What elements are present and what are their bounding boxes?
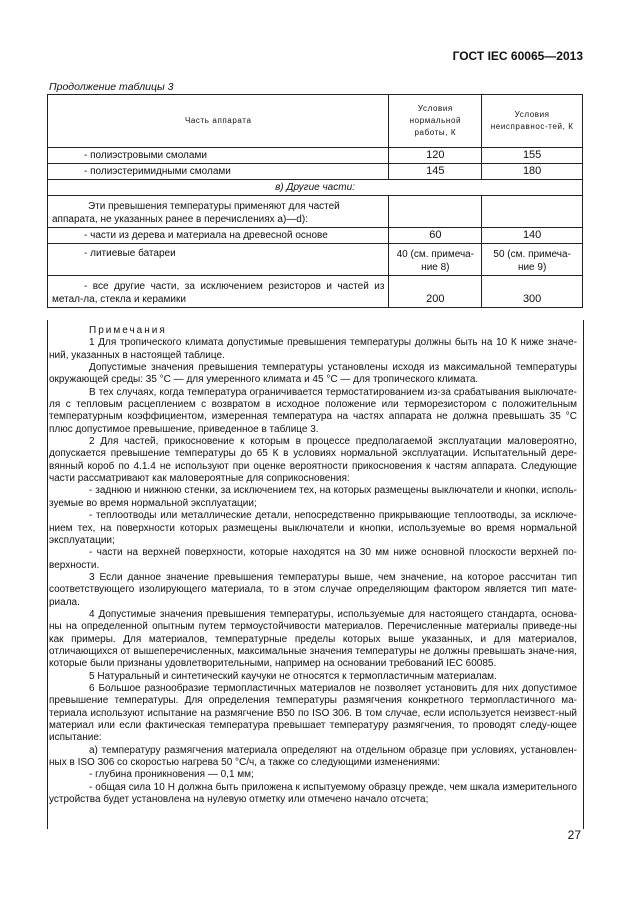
table-row [48,148,583,164]
row-fault-value: 180 [482,164,583,180]
table-header-row [48,95,583,148]
note-paragraph: - заднюю и нижнюю стенки, за исключением тех, на которых размещены выключатели и кнопки, исполь-зуемые во время нормальной эксплуатации; [49,485,577,509]
col-header-fault: Условия неисправнос-тей, К [482,95,583,148]
row-normal-value: 60 [389,228,482,244]
row-fault-value: 155 [482,148,583,164]
note-paragraph: В тех случаях, когда температура ограничивается термостатированием из-за срабатывания выключате-ля с тепловым расцеплением с возвратом в исходное положение или терморезистором с положительным температурным коэффициентом, измеренная температура на частях аппарата не должна превышать 35 °С плюс допустимое превышение, приведенное в таблице 3. [49,386,577,435]
note-paragraph: - теплоотводы или металлические детали, непосредственно прикрывающие теплоотводы, за исключе-нием тех, на поверхности которых размещены выключатели и кнопки, используемые во время нормальной эксплуатации; [49,510,577,546]
note-paragraph: 5 Натуральный и синтетический каучуки не относятся к термопластичным материалам. [89,670,497,682]
row-label: - литиевые батареи [48,244,389,276]
col-header-part: Часть аппарата [48,95,389,148]
section-title: в) Другие части: [48,180,583,196]
row-normal-value: 40 (см. примеча-ние 8) [389,244,482,276]
table-right-border [583,320,584,829]
row-label: - полиэстровыми смолами [48,148,389,164]
temperature-table [47,94,583,308]
note-paragraph: 2 Для частей, прикосновение к которым в процессе предполагаемой эксплуатации маловероятно, допускается превышение температуры до 65 К в условиях нормальной эксплуатации. Испытательный дере-вянный короб по 4.1.4 не используют при оценке вероятности прикосновения к частям аппарата. Следующие части рассматривают как маловероятные для соприкосновения: [49,436,577,485]
row-label: - все другие части, за исключением резисторов и частей из метал-ла, стекла и керамики [48,276,389,308]
table-row [48,276,583,308]
note-paragraph: - части на верхней поверхности, которые находятся на 30 мм ниже основной плоскости верхней по-верхности. [49,547,577,571]
row-fault-value: 140 [482,228,583,244]
row-fault-value: 50 (см. примеча-ние 9) [482,244,583,276]
row-normal-value: 200 [389,276,482,308]
table-row [48,244,583,276]
note-paragraph: а) температуру размягчения материала определяют на отдельном образце при условиях, установлен-ных в ISO 306 со скоростью нагрева 50 °С/ч, а также со следующими изменениями: [49,744,577,769]
row-normal-value: 120 [389,148,482,164]
table-row [48,228,583,244]
note-paragraph: - общая сила 10 Н должна быть приложена к испытуемому образцу прежде, чем шкала измерительного устройства будет установлена на нулевую отметку или отмечено начало отсчета; [49,781,577,806]
section-row [48,180,583,196]
note-paragraph: - глубина проникновения — 0,1 мм; [89,769,254,781]
section-intro: Эти превышения температуры применяют для частей аппарата, не указанных ранее в перечислениях а)—d): [48,196,389,228]
table-left-border [47,320,48,829]
note-paragraph: Допустимые значения превышения температуры установлены исходя из максимальной температуры окружающей среды: 35 °С — для умеренного климата и 45 °С — для тропического климата. [49,362,577,386]
row-normal-value: 145 [389,164,482,180]
table-row [48,164,583,180]
notes-block [49,325,577,806]
note-paragraph: 3 Если данное значение превышения температуры выше, чем значение, на которое рассчитан тип соответствующего изолирующего материала, то в этом случае определяющим фактором является тип мате-риала. [49,571,577,608]
note-paragraph: 1 Для тропического климата допустимые превышения температуры должны быть на 10 К ниже значе-ний, указанных в настоящей таблице. [49,337,577,361]
notes-heading: Примечания [89,325,167,336]
page-number: 27 [567,828,581,842]
table-continuation-label: Продолжение таблицы 3 [49,81,174,93]
intro-row [48,196,583,228]
note-paragraph: 4 Допустимые значения превышения температуры, используемые для настоящего стандарта, основа-ны на определенной опытным путем термоустойчивости материалов. Перечисленные материалы приведе-ны как примеры. Для материалов, температурные пределы которых выше указанных, и для материалов, отличающихся от вышеперечисленных, максимальные значения температуры не должны превышать значе-ния, которые были признаны удовлетворительными, например на основании требований IEC 60085. [49,608,577,670]
row-fault-value: 300 [482,276,583,308]
row-label: - полиэстеримидными смолами [48,164,389,180]
document-header: ГОСТ IEC 60065—2013 [452,49,583,63]
col-header-normal: Условия нормальной работы, К [389,95,482,148]
note-paragraph: 6 Большое разнообразие термопластичных материалов не позволяет установить для них допустимое превышение температуры. Для определения температуры размягчения конкретного термопластичного ма-териала используют испытание на размягчение B50 по ISO 306. В том случае, если используется неизвест-ный материал или если фактическая температура превышает температуру размягчения, то проводят следу-ющее испытание: [49,682,577,744]
row-label: - части из дерева и материала на древесной основе [48,228,389,244]
